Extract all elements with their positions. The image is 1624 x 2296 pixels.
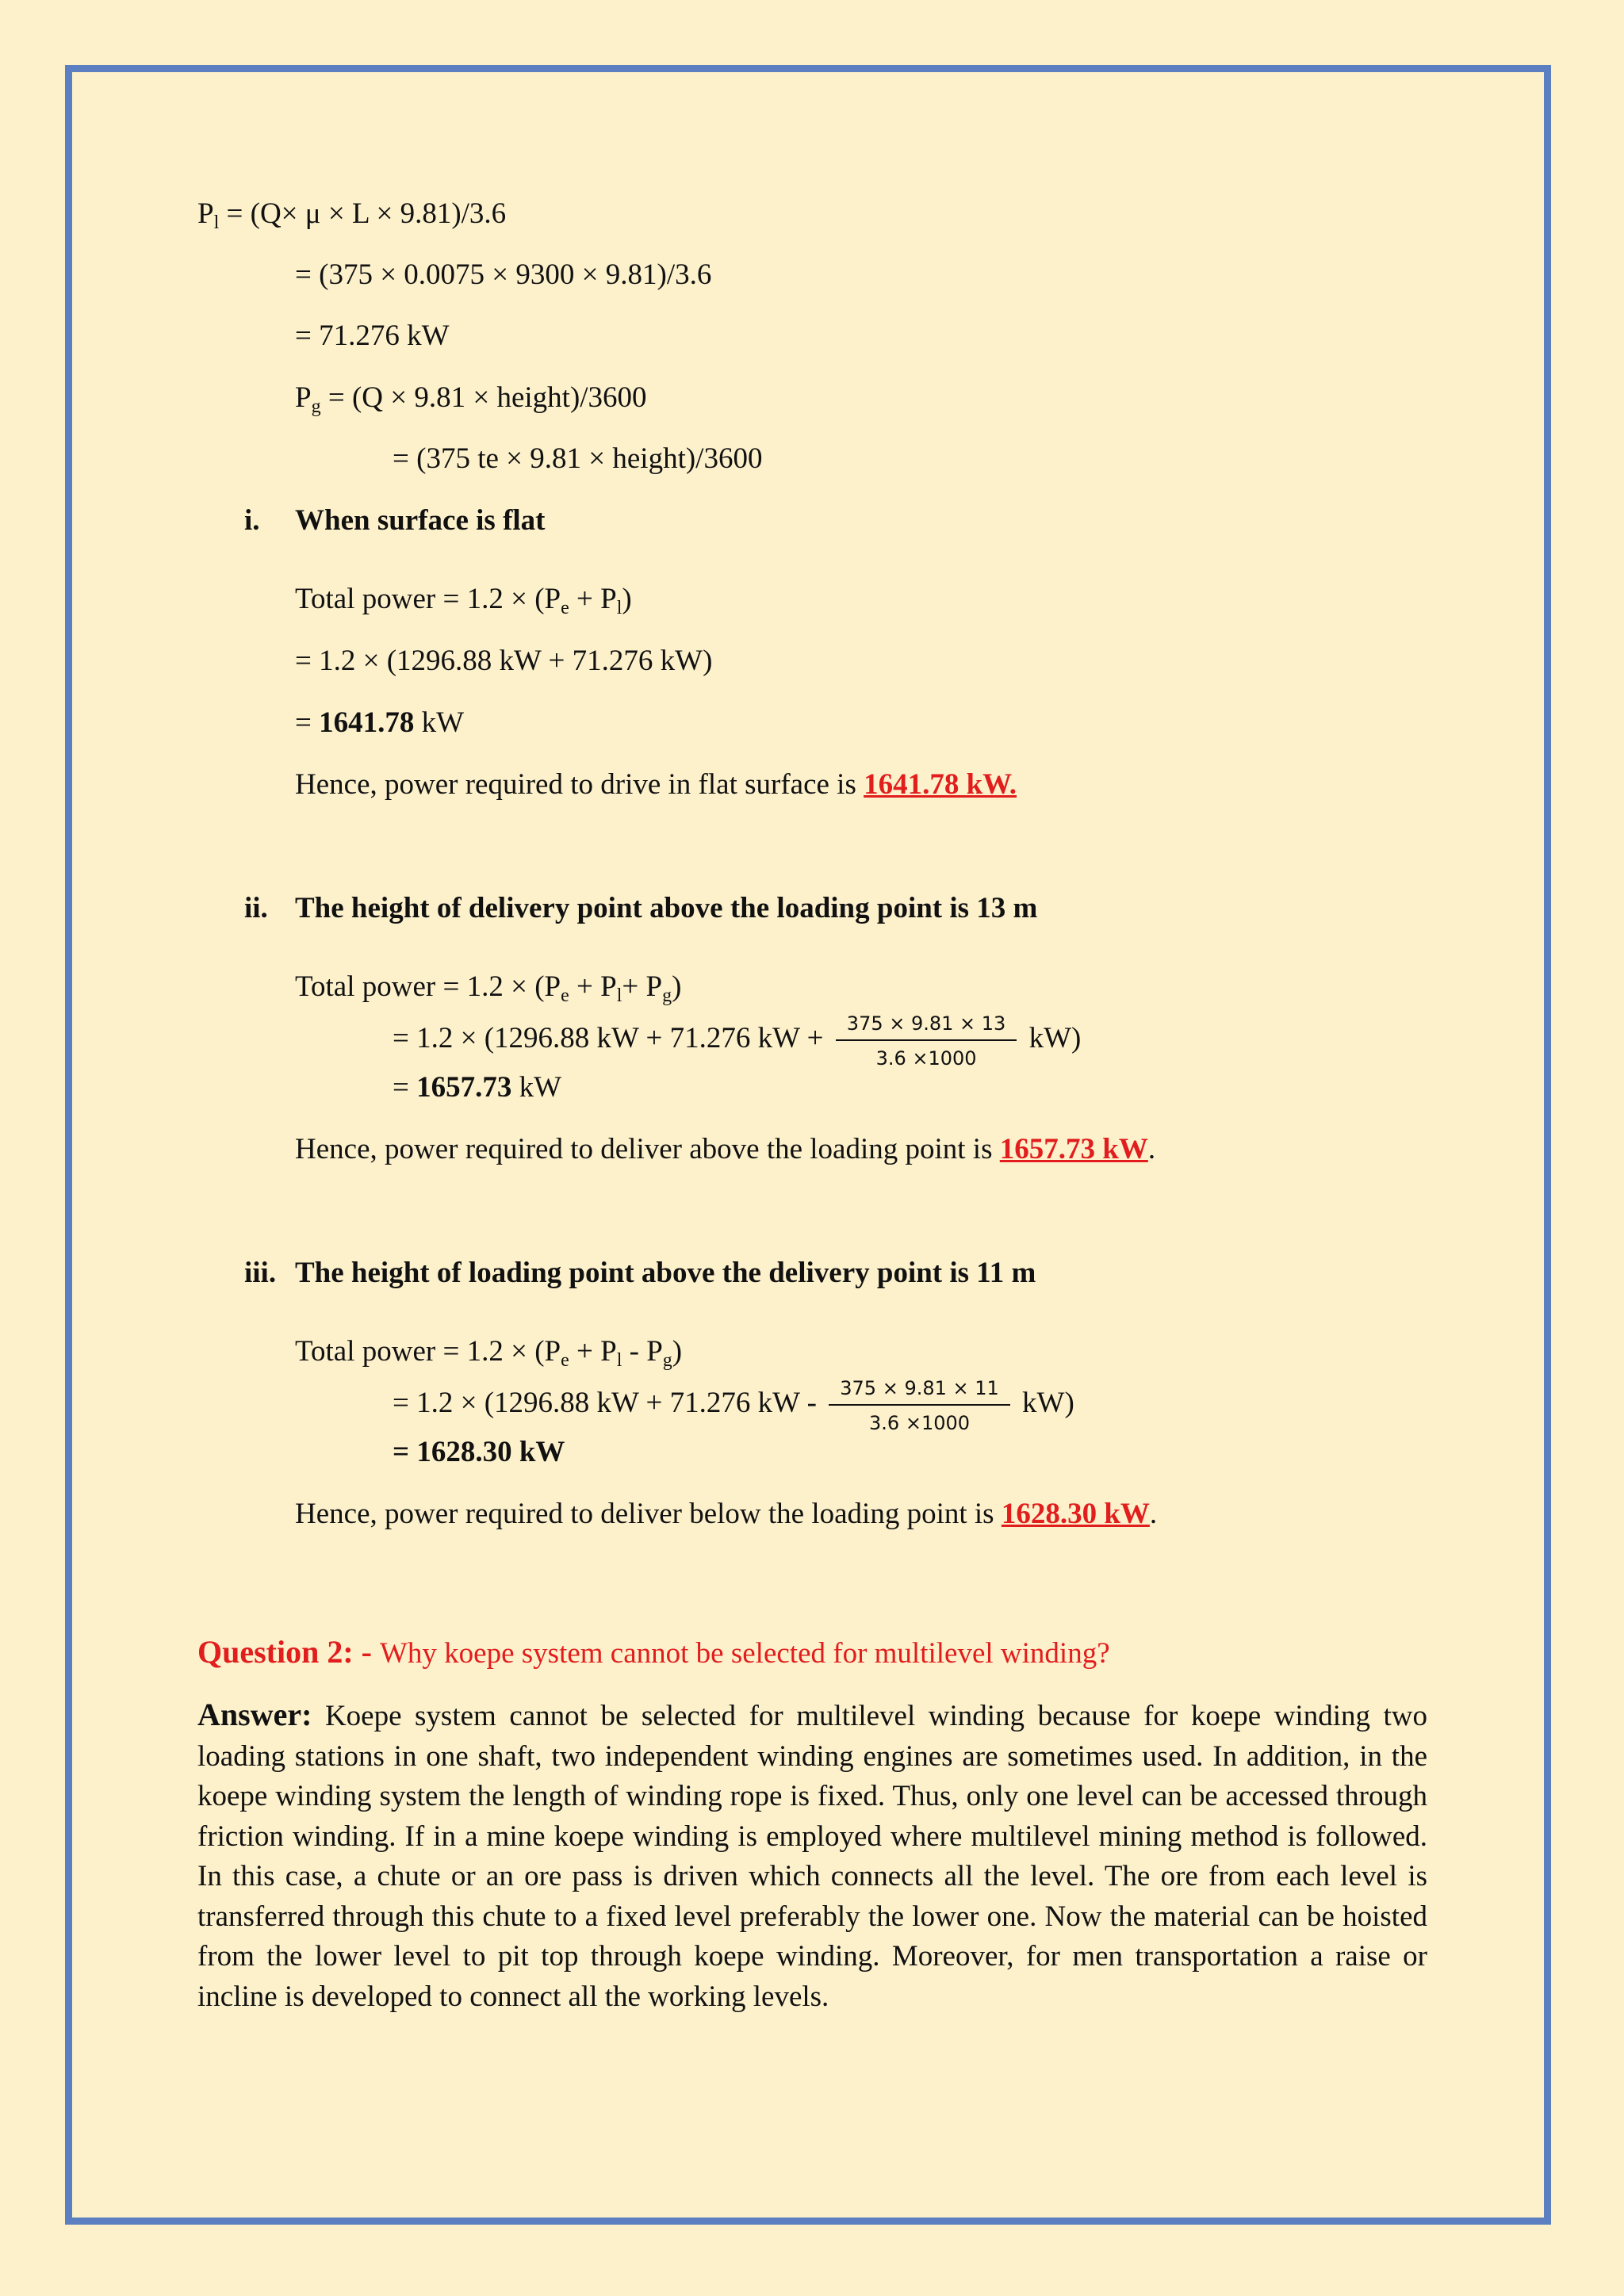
pg-definition: $P_g = (Q \times 9.81$ × height)/3600	[295, 381, 647, 417]
case3-substitution: = 1.2 × (1296.88 kW + 71.276 kW - $\frac{375 \times 9.81 \times 11}{3.6 \times 1000}$ kW)	[393, 1376, 1074, 1434]
answer-label: Answer:	[197, 1697, 312, 1732]
case1-marker: i.	[244, 504, 260, 537]
pg-substitution: = (375 te × 9.81 × height)/3600	[393, 442, 763, 475]
case3-result: = 1628.30 kW	[393, 1436, 565, 1468]
question2-text: Why koepe system cannot be selected for multilevel winding?	[380, 1637, 1110, 1670]
case3-heading: The height of loading point above the delivery point is 11 m	[295, 1257, 1036, 1289]
pl-result: = 71.276 kW	[295, 320, 450, 352]
answer-text: Koepe system cannot be selected for multilevel winding because for koepe winding two loading stations in one shaft, two independent winding engines are sometimes used. In addition, in the koepe winding system the length of winding rope is fixed. Thus, only one level can be accessed through friction winding. If in a mine koepe winding is employed where multilevel mining method is followed. In this case, a chute or an ore pass is driven which connects all the level. The ore from each level is transferred through this chute to a fixed level preferably the lower one. Now the material can be hoisted from the lower level to pit top through koepe winding. Moreover, for men transportation a raise or incline is developed to connect all the working levels.	[197, 1700, 1427, 2013]
case2-heading: The height of delivery point above the loading point is 13 m	[295, 892, 1038, 924]
case1-conclusion: Hence, power required to drive in flat surface is 1641.78 kW.	[295, 768, 1017, 801]
case1-answer-value: 1641.78 kW.	[864, 768, 1017, 801]
case2-substitution: = 1.2 × (1296.88 kW + 71.276 kW + $\frac{375 \times 9.81 \times 13}{3.6 \times 1000}$ kW)	[393, 1012, 1082, 1070]
case2-result: = 1657.73 kW	[393, 1071, 562, 1104]
pl-substitution: = (375 × 0.0075 × 9300 × 9.81)/3.6	[295, 258, 712, 291]
case2-answer-value: 1657.73 kW	[999, 1133, 1148, 1165]
case2-fraction: $\frac{375 \times 9.81 \times 13}{3.6 \times 1000}$	[836, 1011, 1017, 1071]
case3-marker: iii.	[244, 1257, 277, 1289]
question2	[197, 1635, 1110, 1671]
case2-marker: ii.	[244, 892, 268, 924]
case2-formula: Total power = $1.2 \times (P_e + P_l+ P_g)$	[295, 970, 682, 1006]
case1-result: = 1641.78 kW	[295, 706, 465, 739]
case3-fraction: $\frac{375 \times 9.81 \times 11}{3.6 \times 1000}$	[829, 1376, 1010, 1436]
case3-answer-value: 1628.30 kW	[1001, 1498, 1150, 1530]
case2-conclusion: Hence, power required to deliver above the loading point is 1657.73 kW.	[295, 1133, 1156, 1165]
question2-label: Question 2: -	[197, 1634, 380, 1670]
answer-paragraph	[197, 1695, 1427, 2017]
case3-conclusion: Hence, power required to deliver below the loading point is 1628.30 kW.	[295, 1498, 1158, 1530]
case1-heading: When surface is flat	[295, 504, 546, 537]
pl-definition: $P_l = (Q\times \mu \times L \times 9.81)/3.6$	[197, 197, 507, 233]
case1-formula: Total power = $1.2 \times (P_e + P_l)$	[295, 583, 632, 618]
case3-formula: Total power = $1.2 \times (P_e + P_l - P_g)$	[295, 1335, 683, 1371]
case1-substitution: = 1.2 × (1296.88 kW + 71.276 kW)	[295, 645, 713, 677]
